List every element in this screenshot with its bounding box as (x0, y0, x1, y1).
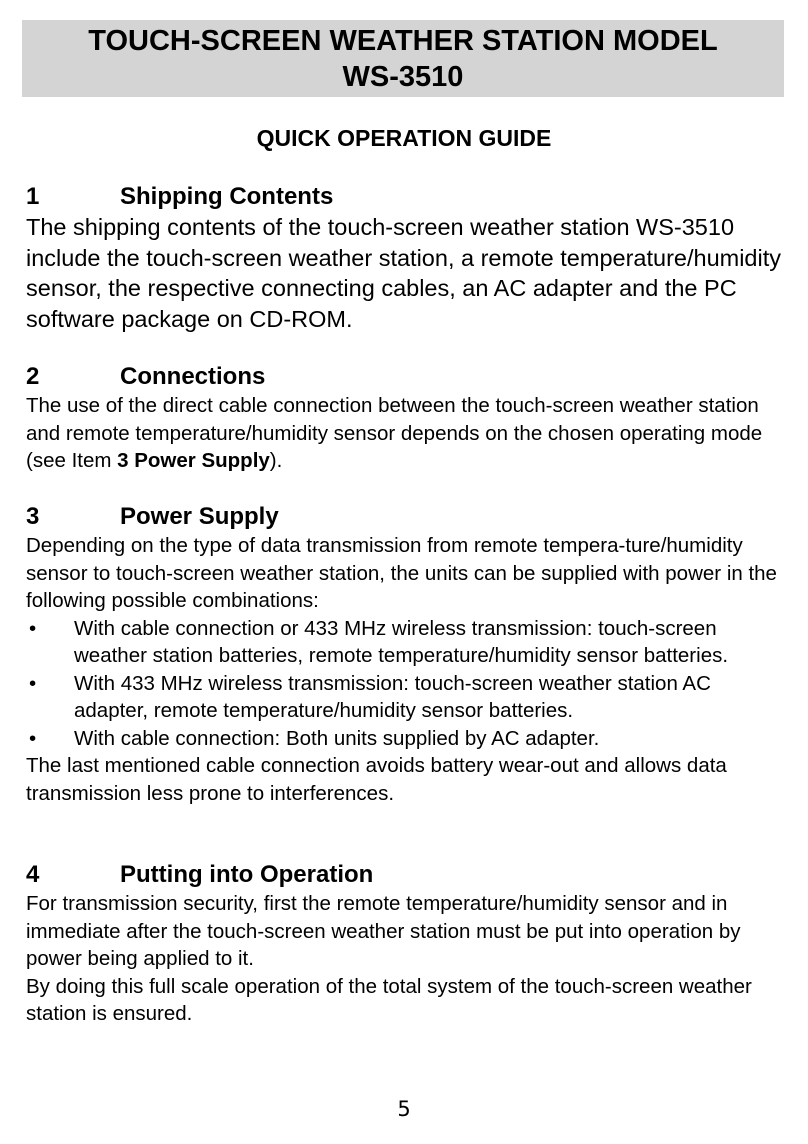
section-title: Shipping Contents (120, 183, 334, 210)
guide-title: QUICK OPERATION GUIDE (256, 125, 552, 151)
section-paragraph: Depending on the type of data transmission from remote tempera-ture/humidity sensor to touch-screen weather station, the units can be supplied with power in the following possible combinations: (26, 534, 777, 612)
section-body (26, 890, 782, 1028)
bullet-list (26, 615, 782, 753)
section-putting-into-operation (26, 860, 782, 1028)
section-heading (26, 362, 782, 392)
section-paragraph: The last mentioned cable connection avoids battery wear-out and allows data transmission less prone to interferences. (26, 754, 727, 805)
paragraph-text: ). (269, 449, 283, 472)
list-item-text: With cable connection: Both units supplied by AC adapter. (74, 726, 600, 750)
section-title: Power Supply (120, 503, 279, 530)
section-body (26, 532, 782, 807)
section-paragraph: For transmission security, first the remote temperature/humidity sensor and in immediate after the touch-screen weather station must be put into operation by power being applied to it. (26, 892, 741, 970)
list-item (26, 670, 782, 725)
section-body (26, 212, 782, 334)
page-number: 5 (397, 1097, 411, 1121)
section-title: Connections (120, 363, 266, 390)
item-reference: 3 Power Supply (117, 449, 270, 472)
section-body (26, 392, 782, 475)
section-paragraph (26, 392, 782, 475)
list-item-text: With 433 MHz wireless transmission: touch-screen weather station AC adapter, remote temperature/humidity sensor batteries. (74, 671, 711, 722)
section-title: Putting into Operation (120, 861, 374, 888)
list-item-text: With cable connection or 433 MHz wireless transmission: touch-screen weather station batteries, remote temperature/humidity sensor batteries. (74, 616, 729, 667)
section-heading (26, 182, 782, 212)
section-number: 2 (26, 363, 40, 390)
section-power-supply (26, 502, 782, 807)
section-paragraph: The shipping contents of the touch-screen weather station WS-3510 include the touch-screen weather station, a remote temperature/humidity sensor, the respective connecting cables, an AC adapter and the PC software package on CD-ROM. (26, 214, 782, 332)
section-shipping-contents (26, 182, 782, 334)
section-heading (26, 502, 782, 532)
document-title-banner (22, 20, 784, 97)
document-title-line2: WS-3510 (342, 61, 464, 93)
section-heading (26, 860, 782, 890)
section-number: 1 (26, 183, 40, 210)
bullet-icon: • (29, 671, 37, 695)
document-title-line1: TOUCH-SCREEN WEATHER STATION MODEL (88, 25, 718, 57)
section-paragraph: By doing this full scale operation of the total system of the touch-screen weather station is ensured. (26, 974, 752, 1025)
section-connections (26, 362, 782, 475)
list-item (26, 725, 782, 753)
bullet-icon: • (29, 616, 37, 640)
section-number: 4 (26, 861, 40, 888)
paragraph-text: The use of the direct cable connection between the touch-screen weather station and remote temperature/humidity sensor depends on the chosen operating mode (see Item (26, 394, 763, 472)
section-number: 3 (26, 503, 40, 530)
bullet-icon: • (29, 726, 37, 750)
list-item (26, 615, 782, 670)
